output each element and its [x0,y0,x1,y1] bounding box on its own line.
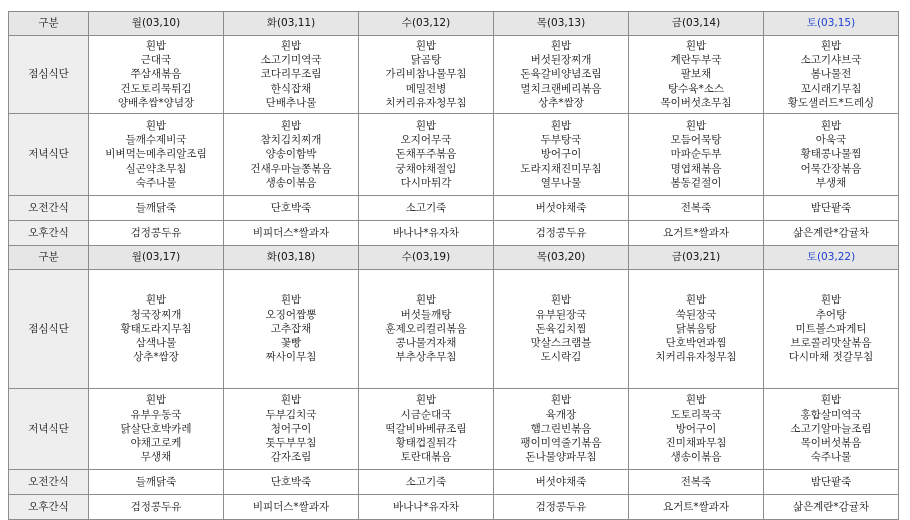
dish-item: 숙주나물 [810,451,852,464]
lunch-menu-cell [359,36,494,114]
dish-item: 탕수육*소스 [668,82,724,95]
morning-snack-label: 오전간식 [9,196,89,221]
dinner-menu-cell [629,114,764,196]
dish-item: 닭볶음탕 [675,322,717,335]
dish-item: 도토리묵국 [670,408,722,421]
snack-cell: 바나나*유자차 [359,221,494,246]
dish-item: 유부우동국 [130,408,182,421]
dish-item: 황태도라지무침 [120,322,192,335]
dish-item: 홍합살미역국 [800,408,862,421]
dish-item: 콩나물겨자채 [395,337,457,350]
snack-cell: 전복죽 [629,196,764,221]
dish-item: 양송이함박 [265,148,317,161]
dish-item: 메밀전병 [405,82,447,95]
morning-snack-row [9,196,899,221]
dish-item: 버섯된장찌개 [530,54,592,67]
dish-item: 미트볼스파게티 [795,322,867,335]
dish-item: 두부탕국 [540,134,582,147]
dish-item: 부생채 [815,176,847,189]
dish-item: 흰밥 [685,394,707,407]
dish-item: 흰밥 [685,294,707,307]
dinner-menu-cell [224,389,359,470]
lunch-menu-cell [224,270,359,389]
dish-item: 짜사이무침 [265,351,317,364]
afternoon-snack-label: 오후간식 [9,221,89,246]
dinner-menu-cell [359,389,494,470]
dinner-menu-cell [764,389,899,470]
dish-item: 돈나물양파무침 [525,451,597,464]
dinner-menu-cell [359,114,494,196]
dish-item: 흰밥 [820,39,842,52]
dish-item: 치커리유자청무침 [385,96,467,109]
dish-item: 삼색나물 [135,337,177,350]
dish-item: 다시마튀각 [400,176,452,189]
snack-cell: 버섯야채죽 [494,470,629,495]
dish-item: 오지어무국 [400,134,452,147]
dish-item: 들깨수제비국 [125,134,187,147]
dish-item: 방어구이 [540,148,582,161]
snack-cell: 바나나*유자차 [359,495,494,520]
lunch-row [9,36,899,114]
category-header: 구분 [9,12,89,36]
dish-item: 흰밥 [145,119,167,132]
snack-cell: 요거트*쌀과자 [629,495,764,520]
dish-item: 시금순대국 [400,408,452,421]
snack-cell: 밤단팥죽 [764,196,899,221]
dish-item: 떡갈비바베큐조림 [385,422,467,435]
dish-item: 단호박연과찜 [665,337,727,350]
dish-item: 흰밥 [685,119,707,132]
dish-item: 양배추쌈*양념장 [117,96,195,109]
lunch-label: 점심식단 [9,270,89,389]
dish-item: 황도샐러드*드레싱 [787,96,875,109]
dinner-row [9,389,899,470]
dish-item: 흰밥 [415,39,437,52]
snack-cell: 버섯야채죽 [494,196,629,221]
dish-item: 황태껍질튀각 [395,437,457,450]
dish-item: 숙주나물 [135,176,177,189]
dish-item: 계란두부국 [670,54,722,67]
dish-item: 흰밥 [820,394,842,407]
dish-item: 무생채 [140,451,172,464]
dish-item: 흰밥 [280,119,302,132]
week-header-row [9,12,899,36]
snack-cell: 소고기죽 [359,196,494,221]
dish-item: 감자조림 [270,451,312,464]
dish-item: 두부김치국 [265,408,317,421]
dish-item: 흰밥 [550,119,572,132]
dish-item: 흰밥 [280,394,302,407]
dinner-label: 저녁식단 [9,114,89,196]
afternoon-snack-row [9,221,899,246]
dish-item: 꽃빵 [280,337,302,350]
lunch-menu-cell [629,36,764,114]
snack-cell: 비피더스*쌀과자 [224,221,359,246]
dinner-menu-cell [224,114,359,196]
day-header: 수(03,12) [359,12,494,36]
dish-item: 흰밥 [415,294,437,307]
dish-item: 흰밥 [820,119,842,132]
lunch-menu-cell [89,36,224,114]
day-header: 월(03,17) [89,246,224,270]
dish-item: 상추*쌈장 [133,351,179,364]
dish-item: 부추상추무침 [395,351,457,364]
dinner-menu-cell [629,389,764,470]
dish-item: 봄나물전 [810,68,852,81]
dish-item: 흰밥 [550,39,572,52]
dinner-row [9,114,899,196]
snack-cell: 단호박죽 [224,470,359,495]
day-header: 목(03,20) [494,246,629,270]
snack-cell: 삶은계란*감귤차 [764,221,899,246]
dish-item: 소고기미역국 [260,54,322,67]
dish-item: 소고기알마늘조림 [790,422,872,435]
dish-item: 도라지채진미무침 [520,162,602,175]
dish-item: 토란대볶음 [400,451,452,464]
dish-item: 꼬시래기무침 [800,82,862,95]
snack-cell: 소고기죽 [359,470,494,495]
dish-item: 팔보채 [680,68,712,81]
dish-item: 코다리무조림 [260,68,322,81]
dish-item: 흰밥 [145,294,167,307]
dish-item: 생송이볶음 [670,451,722,464]
dish-item: 브로콜리맛살볶음 [790,337,872,350]
day-header: 토(03,15) [764,12,899,36]
dish-item: 흰밥 [280,39,302,52]
dish-item: 추어탕 [815,308,847,321]
dish-item: 돈채푸주볶음 [395,148,457,161]
dish-item: 고추잡채 [270,322,312,335]
snack-cell: 비피더스*쌀과자 [224,495,359,520]
dish-item: 열무나물 [540,176,582,189]
day-header: 토(03,22) [764,246,899,270]
dish-item: 닭곰탕 [410,54,442,67]
dish-item: 단배추나물 [265,96,317,109]
dinner-menu-cell [89,389,224,470]
morning-snack-label: 오전간식 [9,470,89,495]
day-header: 목(03,13) [494,12,629,36]
dish-item: 마파순두부 [670,148,722,161]
morning-snack-row [9,470,899,495]
snack-cell: 검정콩두유 [89,221,224,246]
dish-item: 팽이미역줄기볶음 [520,437,602,450]
dish-item: 흰밥 [415,119,437,132]
lunch-menu-cell [629,270,764,389]
snack-cell: 검정콩두유 [494,495,629,520]
dish-item: 목이버섯볶음 [800,437,862,450]
afternoon-snack-label: 오후간식 [9,495,89,520]
dish-item: 흰밥 [145,394,167,407]
dish-item: 어묵간장볶음 [800,162,862,175]
lunch-menu-cell [224,36,359,114]
dish-item: 쭈삼새볶음 [130,68,182,81]
lunch-menu-cell [494,36,629,114]
dish-item: 모듬어묵탕 [670,134,722,147]
dish-item: 궁채야채절임 [395,162,457,175]
lunch-menu-cell [359,270,494,389]
dish-item: 상추*쌈장 [538,96,584,109]
snack-cell: 들깨닭죽 [89,196,224,221]
snack-cell: 전복죽 [629,470,764,495]
day-header: 수(03,19) [359,246,494,270]
dish-item: 청국장찌개 [130,308,182,321]
dish-item: 방어구이 [675,422,717,435]
dish-item: 아욱국 [815,134,847,147]
dish-item: 흰밥 [145,39,167,52]
dish-item: 목이버섯초무침 [660,96,732,109]
snack-cell: 검정콩두유 [89,495,224,520]
dish-item: 다시마채 젓갈무침 [788,351,874,364]
dish-item: 황태콩나물찜 [800,148,862,161]
lunch-menu-cell [494,270,629,389]
dish-item: 버섯들깨탕 [400,308,452,321]
dish-item: 실곤약초무침 [125,162,187,175]
dish-item: 멸치크랜베리볶음 [520,82,602,95]
dish-item: 비벼먹는메추리알조림 [105,148,207,161]
dish-item: 건새우마늘쫑볶음 [250,162,332,175]
dish-item: 맛살스크램블 [530,337,592,350]
lunch-menu-cell [89,270,224,389]
dish-item: 청어구이 [270,422,312,435]
dish-item: 오징어짬뽕 [265,308,317,321]
dish-item: 생송이볶음 [265,176,317,189]
dish-item: 돈육김치찜 [535,322,587,335]
snack-cell: 요거트*쌀과자 [629,221,764,246]
snack-cell: 삶은계란*감귤차 [764,495,899,520]
dish-item: 흰밥 [820,294,842,307]
dish-item: 야채고로케 [130,437,182,450]
dish-item: 돈육갈비양념조림 [520,68,602,81]
dish-item: 명엽채볶음 [670,162,722,175]
dinner-menu-cell [494,389,629,470]
lunch-menu-cell [764,270,899,389]
dish-item: 흰밥 [685,39,707,52]
dish-item: 한식잡채 [270,82,312,95]
dish-item: 유부된장국 [535,308,587,321]
dish-item: 건도토리묵튀김 [120,82,192,95]
dish-item: 흰밥 [550,394,572,407]
weekly-menu [8,11,899,520]
dish-item: 가리비참나물무침 [385,68,467,81]
dish-item: 햄그린빈볶음 [530,422,592,435]
lunch-row [9,270,899,389]
snack-cell: 단호박죽 [224,196,359,221]
dish-item: 흰밥 [280,294,302,307]
dish-item: 봄동겉절이 [670,176,722,189]
lunch-label: 점심식단 [9,36,89,114]
dinner-label: 저녁식단 [9,389,89,470]
menu-table [8,11,899,520]
category-header: 구분 [9,246,89,270]
dish-item: 참치김치찌개 [260,134,322,147]
dish-item: 훈제오리컬리볶음 [385,322,467,335]
dish-item: 치커리유자청무침 [655,351,737,364]
lunch-menu-cell [764,36,899,114]
afternoon-snack-row [9,495,899,520]
snack-cell: 밤단팥죽 [764,470,899,495]
day-header: 화(03,18) [224,246,359,270]
snack-cell: 들깨닭죽 [89,470,224,495]
dish-item: 소고기샤브국 [800,54,862,67]
dish-item: 흰밥 [550,294,572,307]
dish-item: 도시락김 [540,351,582,364]
dish-item: 진미채파무침 [665,437,727,450]
snack-cell: 검정콩두유 [494,221,629,246]
day-header: 월(03,10) [89,12,224,36]
dish-item: 톳두부무침 [265,437,317,450]
dish-item: 흰밥 [415,394,437,407]
day-header: 금(03,14) [629,12,764,36]
dish-item: 닭살단호박카레 [120,422,192,435]
dinner-menu-cell [494,114,629,196]
dish-item: 육개장 [545,408,577,421]
day-header: 금(03,21) [629,246,764,270]
dinner-menu-cell [89,114,224,196]
day-header: 화(03,11) [224,12,359,36]
dish-item: 근대국 [140,54,172,67]
week-header-row [9,246,899,270]
dinner-menu-cell [764,114,899,196]
dish-item: 쑥된장국 [675,308,717,321]
